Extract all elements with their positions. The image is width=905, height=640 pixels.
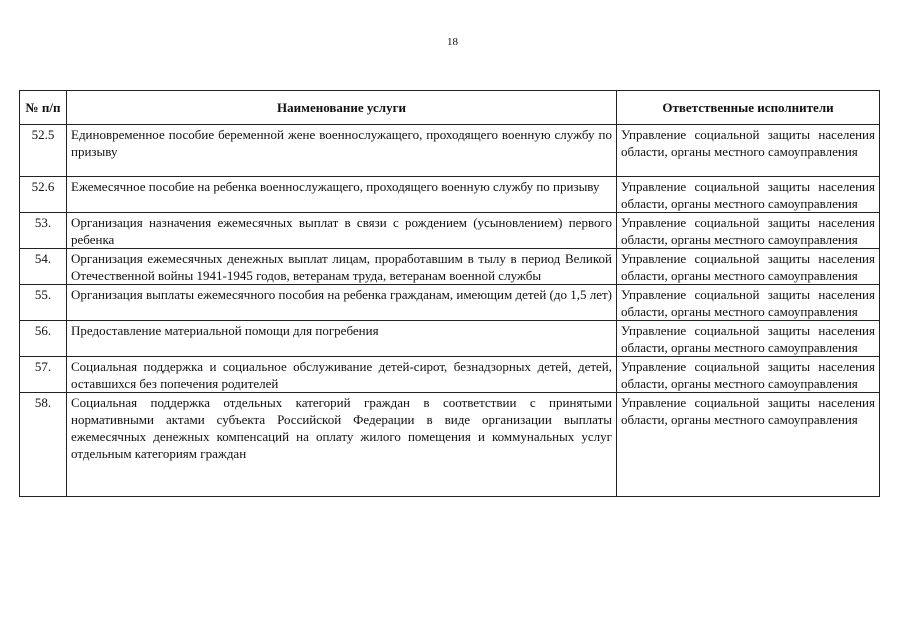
row-number: 58. <box>20 393 67 497</box>
service-name: Предоставление материальной помощи для погребения <box>67 321 617 357</box>
page-number: 18 <box>447 36 458 48</box>
responsible-executors: Управление социальной защиты населения области, органы местного самоуправления <box>617 249 880 285</box>
table-row <box>20 285 880 321</box>
service-name: Социальная поддержка отдельных категорий граждан в соответствии с принятыми нормативными актами субъекта Российской Федерации в виде организации выплаты ежемесячных денежных компенсаций на оплату жилого помещения и коммунальных услуг отдельным категориям граждан <box>67 393 617 497</box>
header-num: № п/п <box>20 91 67 125</box>
row-number: 56. <box>20 321 67 357</box>
services-table <box>19 90 880 497</box>
row-number: 57. <box>20 357 67 393</box>
service-name: Социальная поддержка и социальное обслуживание детей-сирот, безнадзорных детей, детей, оставшихся без попечения родителей <box>67 357 617 393</box>
service-name: Ежемесячное пособие на ребенка военнослужащего, проходящего военную службу по призыву <box>67 177 617 213</box>
header-responsible: Ответственные исполнители <box>617 91 880 125</box>
table-row <box>20 321 880 357</box>
responsible-executors: Управление социальной защиты населения области, органы местного самоуправления <box>617 357 880 393</box>
row-number: 55. <box>20 285 67 321</box>
row-number: 52.6 <box>20 177 67 213</box>
table-row <box>20 249 880 285</box>
responsible-executors: Управление социальной защиты населения области, органы местного самоуправления <box>617 393 880 497</box>
table-row <box>20 177 880 213</box>
service-name: Единовременное пособие беременной жене военнослужащего, проходящего военную службу по призыву <box>67 125 617 177</box>
service-name: Организация выплаты ежемесячного пособия на ребенка гражданам, имеющим детей (до 1,5 лет) <box>67 285 617 321</box>
table-header-row <box>20 91 880 125</box>
table-row <box>20 393 880 497</box>
row-number: 52.5 <box>20 125 67 177</box>
service-name: Организация ежемесячных денежных выплат лицам, проработавшим в тылу в период Великой Отечественной войны 1941-1945 годов, ветеранам труда, ветеранам военной службы <box>67 249 617 285</box>
responsible-executors: Управление социальной защиты населения области, органы местного самоуправления <box>617 213 880 249</box>
responsible-executors: Управление социальной защиты населения области, органы местного самоуправления <box>617 285 880 321</box>
row-number: 54. <box>20 249 67 285</box>
table-row <box>20 357 880 393</box>
responsible-executors: Управление социальной защиты населения области, органы местного самоуправления <box>617 125 880 177</box>
responsible-executors: Управление социальной защиты населения области, органы местного самоуправления <box>617 177 880 213</box>
table-row <box>20 213 880 249</box>
header-service-name: Наименование услуги <box>67 91 617 125</box>
service-name: Организация назначения ежемесячных выплат в связи с рождением (усыновлением) первого ребенка <box>67 213 617 249</box>
row-number: 53. <box>20 213 67 249</box>
responsible-executors: Управление социальной защиты населения области, органы местного самоуправления <box>617 321 880 357</box>
table-row <box>20 125 880 177</box>
